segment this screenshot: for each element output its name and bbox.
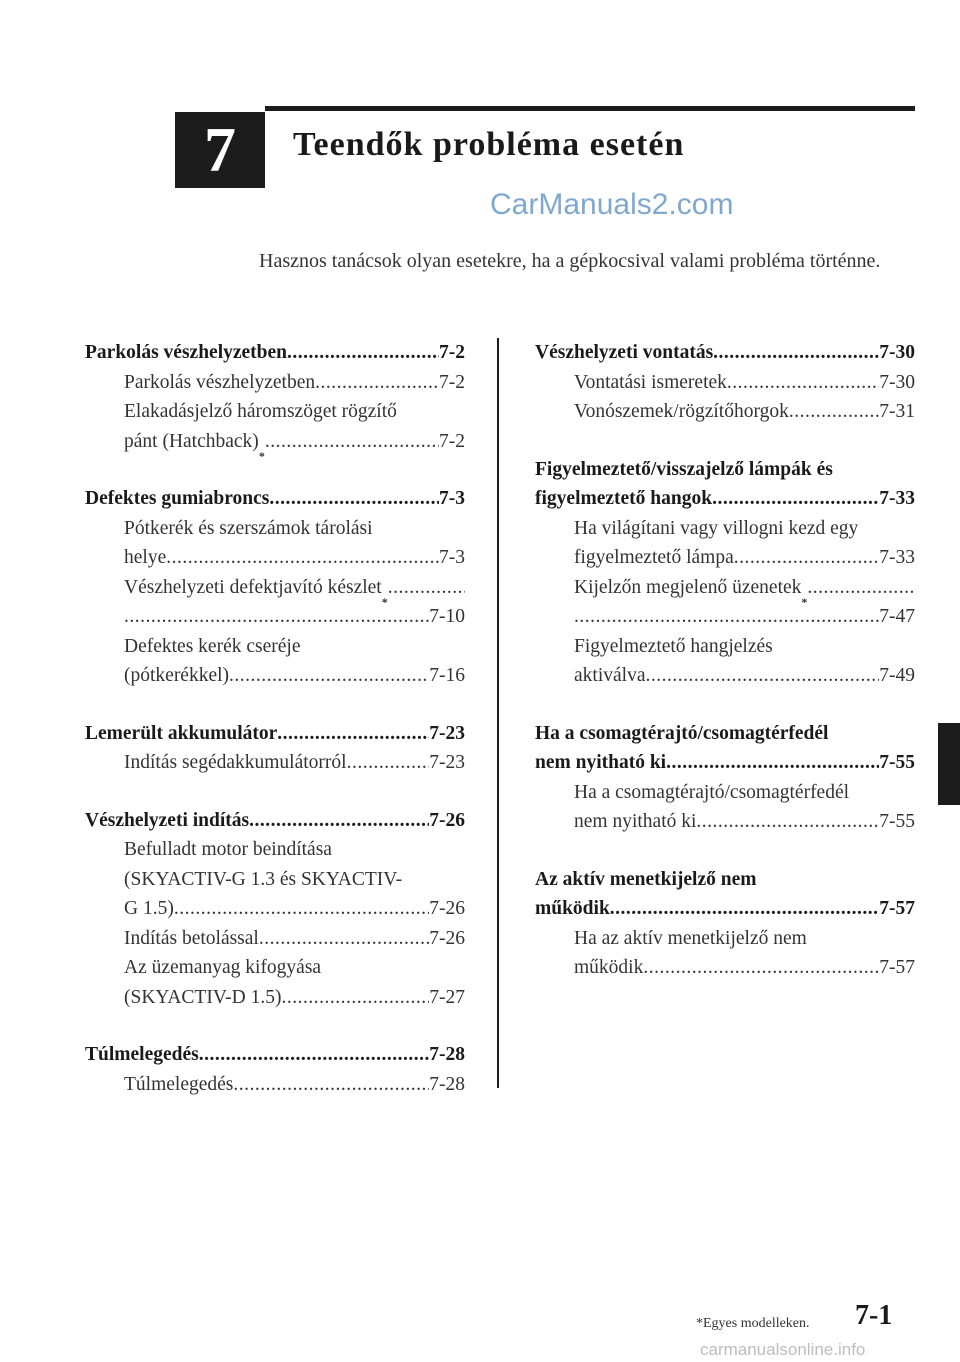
toc-heading-line <box>535 865 915 895</box>
dot-leader <box>712 484 879 514</box>
toc-entry-text: Túlmelegedés <box>124 1073 234 1095</box>
toc-page-ref: 7-30 <box>879 342 915 363</box>
toc-entry-text: Defektes gumiabroncs <box>85 488 270 509</box>
toc-subentry[interactable] <box>85 368 465 398</box>
dot-leader <box>249 806 429 836</box>
dot-leader <box>388 573 465 603</box>
toc-entry-text: Ha világítani vagy villogni kezd egy <box>574 517 859 539</box>
toc-page-ref: 7-49 <box>879 665 915 686</box>
toc-entry-text: Vonószemek/rögzítőhorgok <box>574 401 789 422</box>
toc-entry-text: Indítás segédakkumulátorról <box>124 752 347 773</box>
toc-heading[interactable] <box>85 484 465 514</box>
toc-entry-text: Ha a csomagtérajtó/csomagtérfedél <box>535 722 829 744</box>
dot-leader <box>265 427 439 457</box>
toc-subentry-line <box>85 865 465 895</box>
dot-leader <box>259 924 429 954</box>
toc-heading-line <box>535 719 915 749</box>
toc-page-ref: 7-26 <box>429 898 465 919</box>
toc-entry-text: Indítás betolással <box>124 927 259 949</box>
chapter-title: Teendők probléma esetén <box>293 126 685 163</box>
toc-page-ref: 7-31 <box>879 401 915 422</box>
toc-page-ref: 7-47 <box>879 606 915 627</box>
dot-leader <box>281 983 429 1013</box>
toc-entry-text: Túlmelegedés <box>85 1044 199 1065</box>
watermark-footer: carmanualsonline.info <box>700 1340 866 1359</box>
toc-entry-text: nem nyitható ki <box>574 811 697 832</box>
toc-heading-line <box>535 455 915 485</box>
toc-page-ref: 7-28 <box>429 1073 465 1095</box>
toc-page-ref: 7-16 <box>429 665 465 686</box>
toc-entry-text: Kijelzőn megjelenő üzenetek <box>574 576 802 598</box>
watermark-logo: CarManuals2.com <box>490 188 734 221</box>
toc-page-ref: 7-28 <box>429 1044 465 1065</box>
toc-entry-text: helye <box>124 547 167 568</box>
toc-subentry[interactable] <box>535 397 915 427</box>
toc-entry-text: működik <box>535 898 610 919</box>
dot-leader <box>174 894 429 924</box>
toc-page-ref: 7-33 <box>879 488 915 509</box>
toc-entry-text: (SKYACTIV-G 1.3 és SKYACTIV- <box>124 868 403 890</box>
toc-heading[interactable] <box>535 338 915 368</box>
toc-subentry-line: Kijelzőn megjelenő üzenetek * ..... <box>535 573 915 603</box>
toc-entry-text: Vészhelyzeti vontatás <box>535 342 714 363</box>
dot-leader <box>315 368 439 398</box>
dot-leader <box>574 602 879 632</box>
dot-leader <box>713 338 879 368</box>
toc-section <box>535 719 915 837</box>
toc-subentry[interactable] <box>535 543 915 573</box>
toc-heading[interactable] <box>535 748 915 778</box>
chapter-intro: Hasznos tanácsok olyan esetekre, ha a gépkocsival valami probléma történne. <box>259 250 881 272</box>
toc-heading[interactable] <box>85 806 465 836</box>
toc-page-ref: 7-57 <box>879 957 915 978</box>
toc-page-ref: 7-26 <box>429 927 465 949</box>
toc-entry-text: Figyelmeztető hangjelzés <box>574 635 773 657</box>
dot-leader <box>347 748 430 778</box>
footnote: *Egyes modelleken. <box>696 1316 810 1331</box>
toc-page-ref: 7-30 <box>879 371 915 393</box>
toc-heading[interactable] <box>535 484 915 514</box>
toc-subentry[interactable] <box>85 924 465 954</box>
toc-subentry[interactable]: pánt (Hatchback) * ..... 7-2 <box>85 427 465 457</box>
toc-page-ref: 7-2 <box>439 430 465 452</box>
chapter-number-box <box>175 112 265 188</box>
toc-section <box>85 484 465 691</box>
column-divider <box>497 338 499 1088</box>
toc-section <box>535 338 915 427</box>
toc-heading[interactable] <box>85 338 465 368</box>
toc-entry-text: aktiválva <box>574 665 646 686</box>
dot-leader <box>666 748 879 778</box>
toc-page-ref: 7-55 <box>879 752 915 773</box>
chapter-side-tab <box>938 723 960 805</box>
dot-leader <box>727 368 879 398</box>
toc-subentry[interactable] <box>85 1070 465 1100</box>
toc-page-ref: 7-23 <box>429 722 465 744</box>
toc-entry-text: Befulladt motor beindítása <box>124 839 332 860</box>
toc-entry-text: Figyelmeztető/visszajelző lámpák és <box>535 458 833 480</box>
toc-heading[interactable] <box>535 894 915 924</box>
toc-subentry[interactable] <box>85 602 465 632</box>
toc-right-column <box>535 338 915 1011</box>
toc-page-ref: 7-33 <box>879 547 915 568</box>
dot-leader <box>643 953 879 983</box>
toc-entry-text: figyelmeztető hangok <box>535 488 713 509</box>
toc-entry-text: Vontatási ismeretek <box>574 371 727 393</box>
toc-subentry[interactable] <box>85 748 465 778</box>
toc-entry-text: Ha az aktív menetkijelző nem <box>574 927 807 949</box>
toc-entry-text: Lemerült akkumulátor <box>85 722 278 744</box>
dot-leader <box>229 661 429 691</box>
toc-subentry-line <box>535 514 915 544</box>
dot-leader <box>807 573 915 603</box>
toc-entry-text: működik <box>574 957 644 978</box>
dot-leader <box>199 1040 430 1070</box>
toc-subentry[interactable] <box>535 953 915 983</box>
dot-leader <box>269 484 439 514</box>
toc-page-ref: 7-10 <box>429 606 465 627</box>
toc-entry-text: Pótkerék és szerszámok tárolási <box>124 517 373 539</box>
toc-entry-text: Parkolás vészhelyzetben <box>124 371 316 393</box>
toc-subentry-line <box>85 835 465 865</box>
toc-entry-text: Defektes kerék cseréje <box>124 635 301 657</box>
toc-subentry[interactable] <box>535 602 915 632</box>
dot-leader <box>610 894 879 924</box>
toc-section <box>85 1040 465 1099</box>
toc-subentry-line <box>85 632 465 662</box>
toc-heading[interactable] <box>85 719 465 749</box>
dot-leader <box>696 807 879 837</box>
toc-page-ref: 7-2 <box>439 342 465 363</box>
toc-page-ref: 7-2 <box>439 371 465 393</box>
toc-page-ref: 7-57 <box>879 898 915 919</box>
toc-entry-text: Ha a csomagtérajtó/csomagtérfedél <box>574 781 850 803</box>
toc-section <box>535 865 915 983</box>
dot-leader <box>277 719 429 749</box>
toc-entry-text: nem nyitható ki <box>535 752 667 773</box>
dot-leader <box>789 397 879 427</box>
toc-entry-text: (SKYACTIV-D 1.5) <box>124 986 282 1008</box>
toc-entry-text: (pótkerékkel) <box>124 665 230 686</box>
toc-subentry[interactable] <box>85 983 465 1013</box>
toc-page-ref: 7-26 <box>429 809 465 831</box>
dot-leader <box>124 602 429 632</box>
toc-subentry-line <box>85 953 465 983</box>
toc-entry-text: Elakadásjelző háromszöget rögzítő <box>124 401 397 422</box>
toc-page-ref: 7-27 <box>429 986 465 1008</box>
toc-section <box>85 806 465 1013</box>
dot-leader <box>287 338 439 368</box>
toc-subentry-line <box>535 924 915 954</box>
toc-entry-text: Parkolás vészhelyzetben <box>85 342 288 363</box>
toc-entry-text: G 1.5) <box>124 898 174 919</box>
toc-section <box>535 455 915 691</box>
toc-page-ref: 7-3 <box>439 488 465 509</box>
toc-entry-text: figyelmeztető lámpa <box>574 547 734 568</box>
toc-heading[interactable] <box>85 1040 465 1070</box>
dot-leader <box>166 543 439 573</box>
toc-subentry-line <box>85 514 465 544</box>
toc-subentry[interactable] <box>535 807 915 837</box>
toc-entry-text: pánt (Hatchback) <box>124 430 259 452</box>
toc-left-column <box>85 338 465 1127</box>
toc-section <box>85 338 465 463</box>
dot-leader <box>233 1070 429 1100</box>
toc-section <box>85 719 465 778</box>
toc-subentry[interactable] <box>85 543 465 573</box>
toc-subentry-line <box>85 397 465 427</box>
toc-subentry[interactable] <box>85 894 465 924</box>
toc-page-ref: 7-3 <box>439 547 465 568</box>
dot-leader <box>645 661 879 691</box>
toc-entry-text: Az aktív menetkijelző nem <box>535 868 757 890</box>
toc-page-ref: 7-55 <box>879 811 915 832</box>
chapter-number: 7 <box>204 114 236 185</box>
toc-subentry[interactable] <box>535 661 915 691</box>
page-number: 7-1 <box>855 1300 893 1331</box>
toc-subentry-line <box>535 778 915 808</box>
toc-page-ref: 7-23 <box>429 752 465 773</box>
title-rule <box>265 106 915 111</box>
toc-entry-text: Vészhelyzeti indítás <box>85 809 250 831</box>
toc-subentry-line: Vészhelyzeti defektjavító készlet * ..... <box>85 573 465 603</box>
toc-subentry-line <box>535 632 915 662</box>
toc-subentry[interactable] <box>85 661 465 691</box>
toc-subentry[interactable] <box>535 368 915 398</box>
dot-leader <box>734 543 880 573</box>
toc-entry-text: Vészhelyzeti defektjavító készlet <box>124 576 382 598</box>
toc-entry-text: Az üzemanyag kifogyása <box>124 957 322 978</box>
